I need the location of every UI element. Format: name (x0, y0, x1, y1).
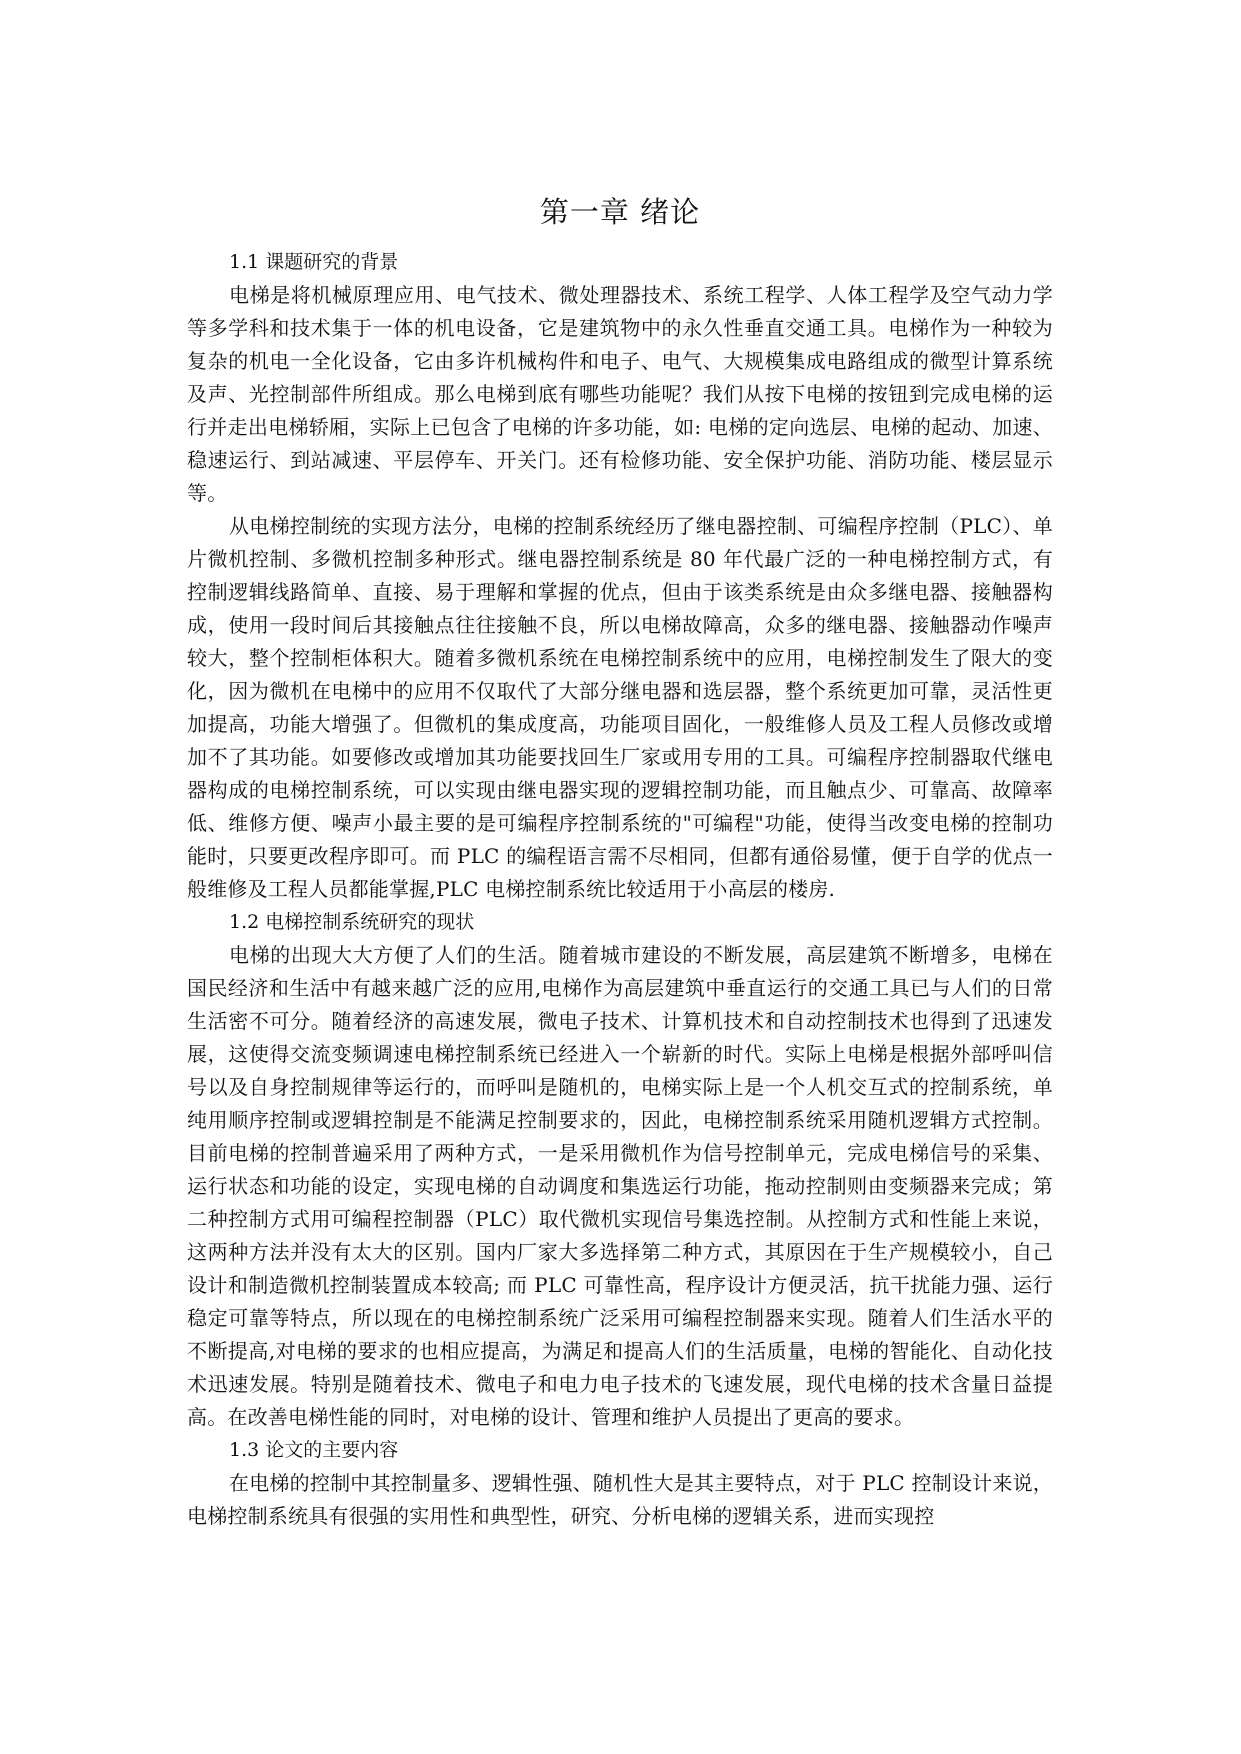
paragraph-1-1-a: 电梯是将机械原理应用、电气技术、微处理器技术、系统工程学、人体工程学及空气动力学等多学科和技术集于一体的机电设备，它是建筑物中的永久性垂直交通工具。电梯作为一种较为复杂的机电一全化设备，它由多许机械构件和电子、电气、大规模集成电路组成的微型计算系统及声、光控制部件所组成。那么电梯到底有哪些功能呢？我们从按下电梯的按钮到完成电梯的运行并走出电梯轿厢，实际上已包含了电梯的许多功能，如: 电梯的定向选层、电梯的起动、加速、稳速运行、到站减速、平层停车、开关门。还有检修功能、安全保护功能、消防功能、楼层显示等。 (187, 283, 1053, 505)
section-heading-1-2: 1.2 电梯控制系统研究的现状 (229, 911, 475, 933)
section-heading-1-1: 1.1 课题研究的背景 (229, 251, 399, 273)
paragraph-1-2-a: 电梯的出现大大方便了人们的生活。随着城市建设的不断发展，高层建筑不断增多，电梯在国民经济和生活中有越来越广泛的应用,电梯作为高层建筑中垂直运行的交通工具已与人们的日常生活密不可分。随着经济的高速发展，微电子技术、计算机技术和自动控制技术也得到了迅速发展，这使得交流变频调速电梯控制系统已经进入一个崭新的时代。实际上电梯是根据外部呼叫信号以及自身控制规律等运行的，而呼叫是随机的，电梯实际上是一个人机交互式的控制系统，单纯用顺序控制或逻辑控制是不能满足控制要求的，因此，电梯控制系统采用随机逻辑方式控制。目前电梯的控制普遍采用了两种方式，一是采用微机作为信号控制单元，完成电梯信号的采集、运行状态和功能的设定，实现电梯的自动调度和集选运行功能，拖动控制则由变频器来完成；第二种控制方式用可编程控制器（PLC）取代微机实现信号集选控制。从控制方式和性能上来说，这两种方法并没有太大的区别。国内厂家大多选择第二种方式，其原因在于生产规模较小，自己设计和制造微机控制装置成本较高; 而 PLC 可靠性高，程序设计方便灵活，抗干扰能力强、运行稳定可靠等特点，所以现在的电梯控制系统广泛采用可编程控制器来实现。随着人们生活水平的不断提高,对电梯的要求的也相应提高，为满足和提高人们的生活质量，电梯的智能化、自动化技术迅速发展。特别是随着技术、微电子和电力电子技术的飞速发展，现代电梯的技术含量日益提高。在改善电梯性能的同时，对电梯的设计、管理和维护人员提出了更高的要求。 (187, 943, 1053, 1429)
paragraph-1-1-b: 从电梯控制统的实现方法分，电梯的控制系统经历了继电器控制、可编程序控制（PLC）、单片微机控制、多微机控制多种形式。继电器控制系统是 80 年代最广泛的一种电梯控制方式，有控制逻辑线路简单、直接、易于理解和掌握的优点，但由于该类系统是由众多继电器、接触器构成，使用一段时间后其接触点往往接触不良，所以电梯故障高，众多的继电器、接触器动作噪声较大，整个控制柜体积大。随着多微机系统在电梯控制系统中的应用，电梯控制发生了限大的变化，因为微机在电梯中的应用不仅取代了大部分继电器和选层器，整个系统更加可靠，灵活性更加提高，功能大增强了。但微机的集成度高，功能项目固化，一般维修人员及工程人员修改或增加不了其功能。如要修改或增加其功能要找回生厂家或用专用的工具。可编程序控制器取代继电器构成的电梯控制系统，可以实现由继电器实现的逻辑控制功能，而且触点少、可靠高、故障率低、维修方便、噪声小最主要的是可编程序控制系统的"可编程"功能，使得当改变电梯的控制功能时，只要更改程序即可。而 PLC 的编程语言需不尽相同，但都有通俗易懂，便于自学的优点一般维修及工程人员都能掌握,PLC 电梯控制系统比较适用于小高层的楼房. (187, 514, 1053, 901)
section-heading-1-3: 1.3 论文的主要内容 (229, 1439, 399, 1461)
section-1-3 (187, 1434, 1053, 1533)
section-1-1 (187, 246, 1053, 906)
chapter-title: 第一章 绪论 (539, 195, 701, 229)
document-page (187, 192, 1053, 1533)
section-1-2 (187, 906, 1053, 1434)
paragraph-1-3-a: 在电梯的控制中其控制量多、逻辑性强、随机性大是其主要特点，对于 PLC 控制设计来说，电梯控制系统具有很强的实用性和典型性，研究、分析电梯的逻辑关系，进而实现控 (187, 1471, 1053, 1528)
